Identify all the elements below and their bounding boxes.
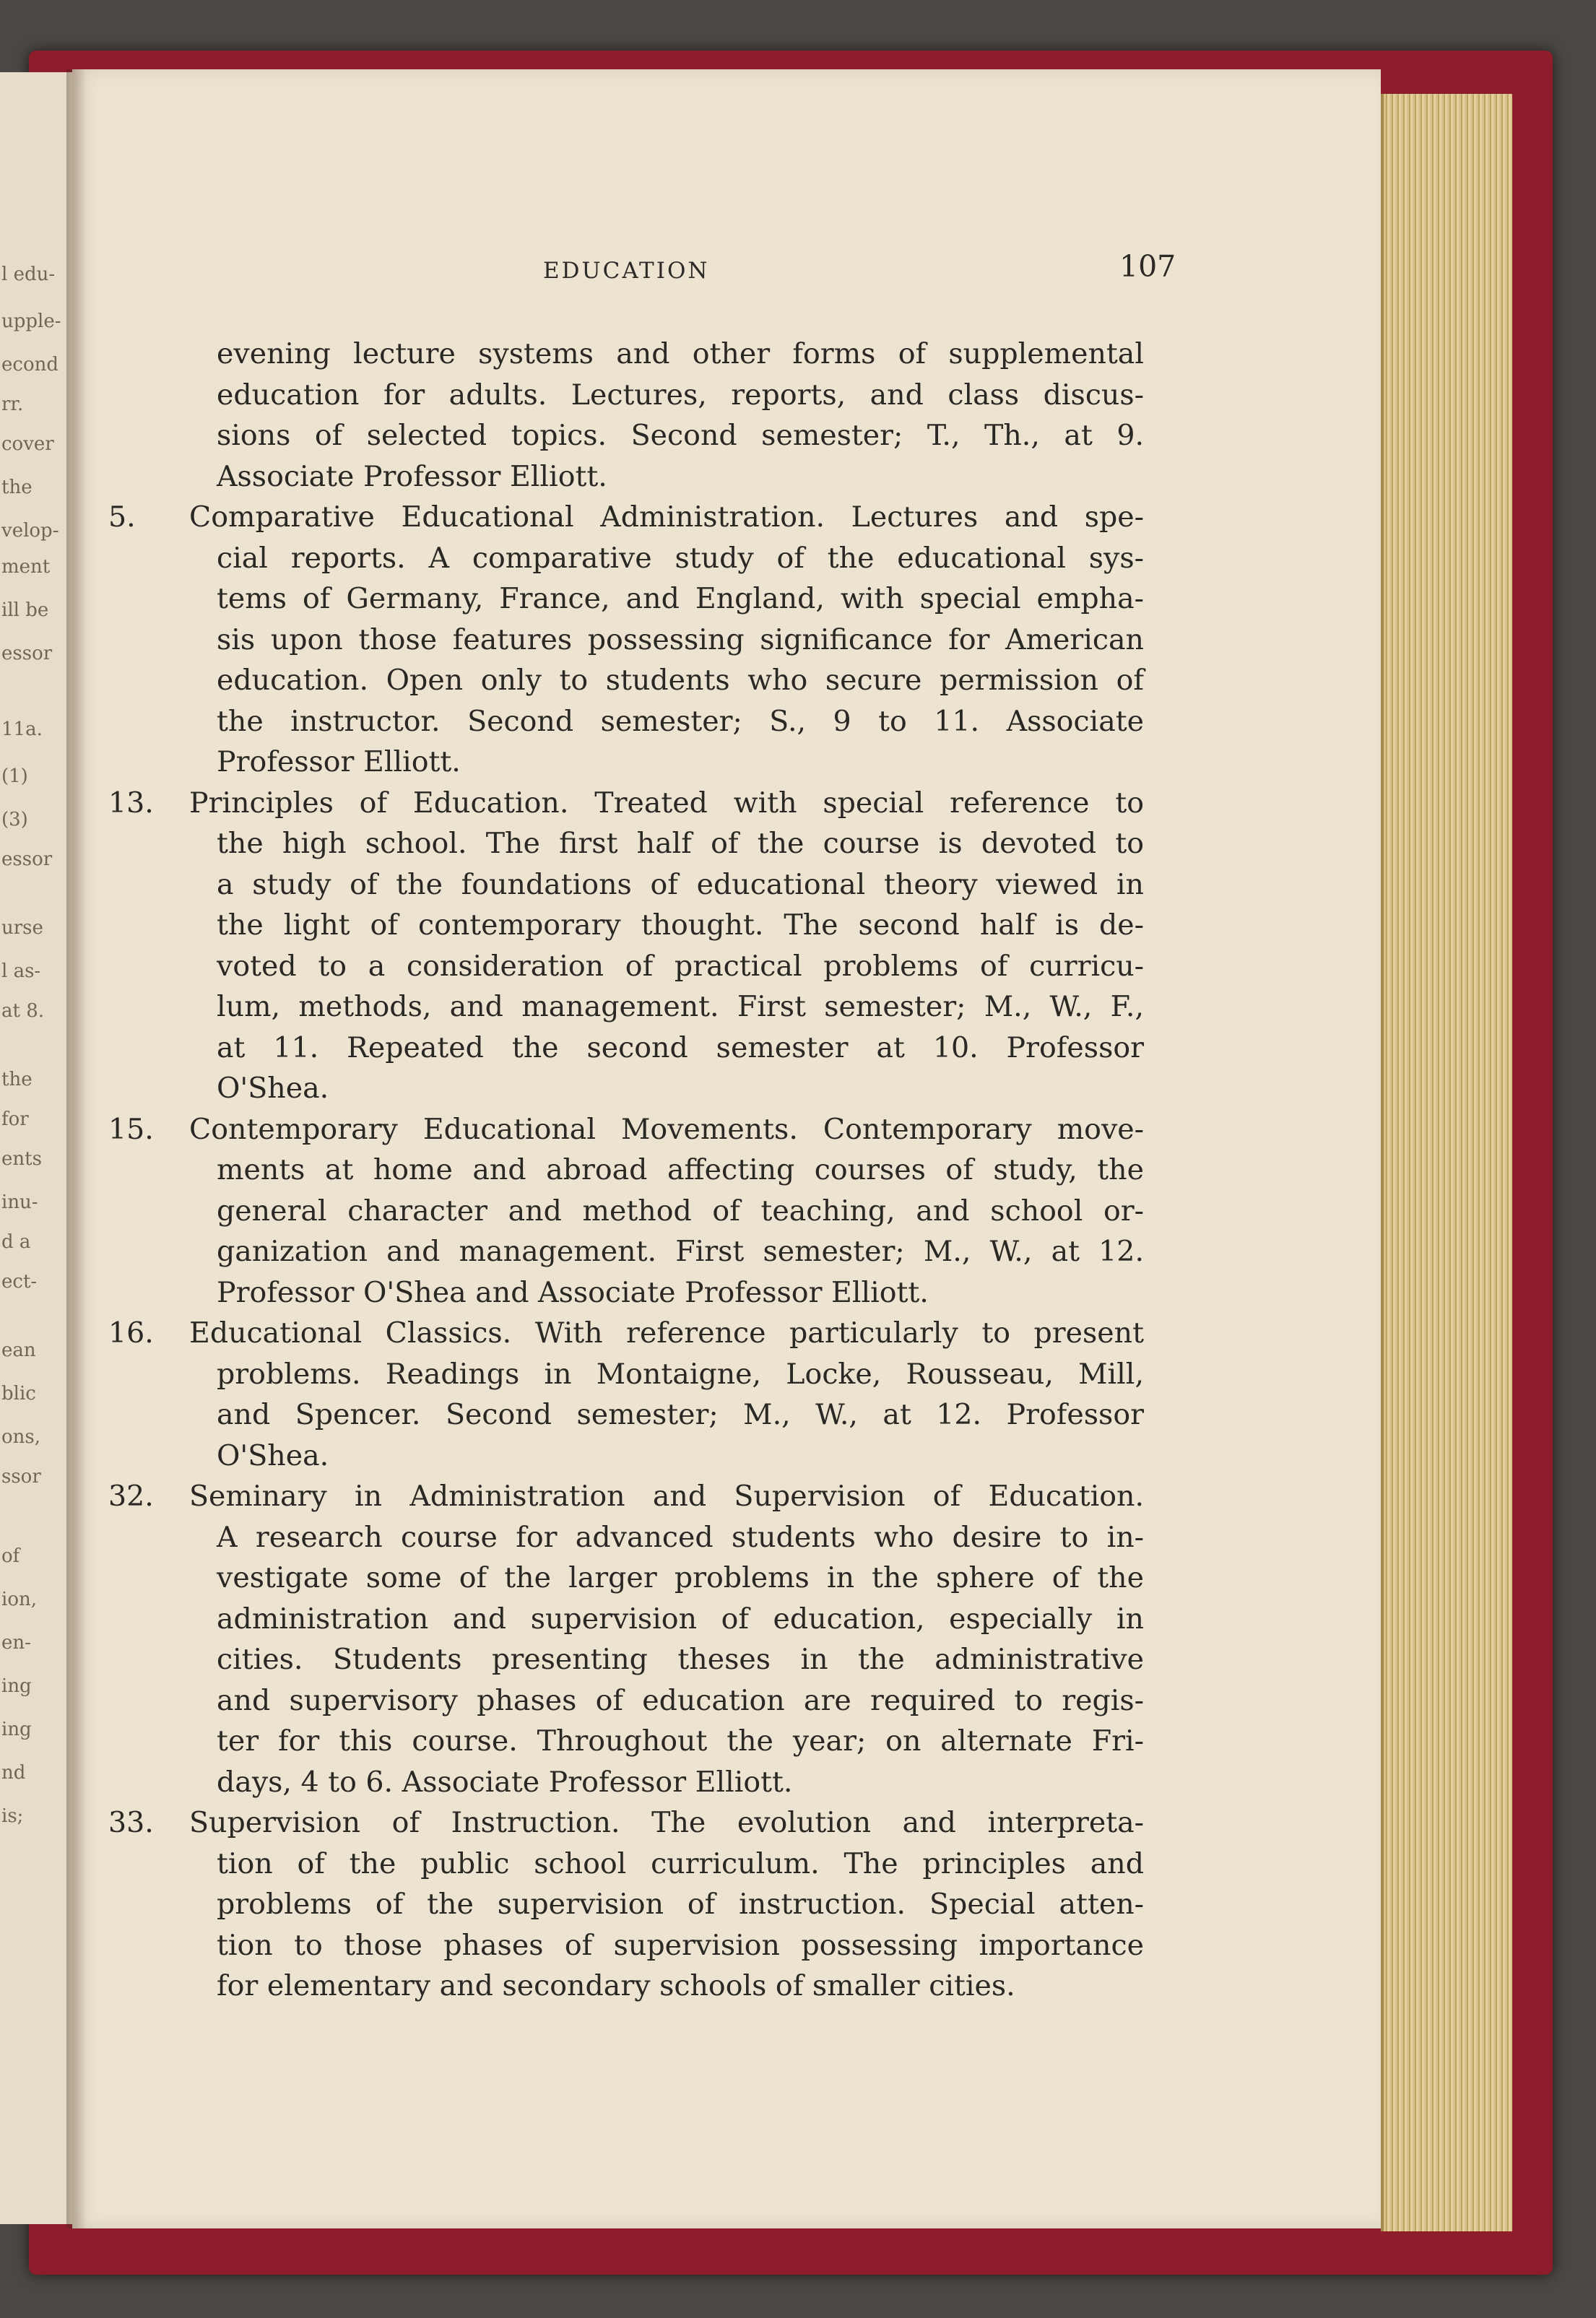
facing-page-fragment: the xyxy=(1,1069,32,1090)
course-text-line: and Spencer. Second semester; M., W., at 12. Professor xyxy=(217,1398,1144,1431)
facing-page-fragment: the xyxy=(1,477,32,498)
course-text-line: administration and supervision of education, especially in xyxy=(217,1602,1144,1636)
facing-page-fragment: upple- xyxy=(1,311,61,332)
facing-page-fragment: essor xyxy=(1,848,53,870)
text-line xyxy=(0,1272,1596,1314)
text-line xyxy=(0,1436,1596,1477)
course-text-line: a study of the foundations of educational theory viewed in xyxy=(217,867,1144,901)
course-text-line: cities. Students presenting theses in the administrative xyxy=(217,1643,1144,1676)
text-line xyxy=(0,497,1596,538)
course-text-line: cial reports. A comparative study of the educational sys- xyxy=(217,541,1144,575)
text-line xyxy=(0,1639,1596,1680)
course-text-line: sis upon those features possessing significance for American xyxy=(217,622,1144,656)
text-line xyxy=(0,986,1596,1028)
text-line xyxy=(0,1925,1596,1966)
course-title-line: Supervision of Instruction. The evolution and interpreta- xyxy=(189,1806,1144,1839)
text-line xyxy=(0,620,1596,661)
facing-page-fragment: cover xyxy=(1,433,54,455)
course-text-line: vestigate some of the larger problems in the sphere of the xyxy=(217,1561,1144,1594)
course-text-line: tems of Germany, France, and England, with special empha- xyxy=(217,582,1144,615)
facing-page-fragment: is; xyxy=(1,1805,24,1827)
facing-page-fragment: (1) xyxy=(1,765,28,787)
facing-page-fragment: ment xyxy=(1,556,51,578)
text-line xyxy=(0,864,1596,906)
facing-page-fragment: nd xyxy=(1,1762,26,1784)
text-line xyxy=(0,660,1596,701)
course-text-line: sions of selected topics. Second semester; T., Th., at 9. xyxy=(217,419,1144,452)
text-line xyxy=(0,1150,1596,1191)
text-line xyxy=(0,1476,1596,1517)
course-text-line: the instructor. Second semester; S., 9 to 11. Associate xyxy=(217,704,1144,738)
facing-page-fragment: ons, xyxy=(1,1426,41,1448)
facing-page-fragment: at 8. xyxy=(1,1000,45,1022)
facing-page-fragment: essor xyxy=(1,643,53,664)
facing-page-fragment: urse xyxy=(1,917,43,939)
course-text-line: A research course for advanced students who desire to in- xyxy=(217,1520,1144,1554)
page-number: 107 xyxy=(1119,249,1176,284)
text-line xyxy=(0,1191,1596,1232)
course-text-line: problems of the supervision of instruction. Special atten- xyxy=(217,1888,1144,1921)
facing-page-fragment: blic xyxy=(1,1383,36,1405)
text-line xyxy=(0,1109,1596,1150)
facing-page-fragment: ing xyxy=(1,1675,32,1697)
course-descriptions xyxy=(0,334,1596,2007)
course-text-line: Professor O'Shea and Associate Professor Elliott. xyxy=(217,1275,929,1309)
text-line xyxy=(0,1394,1596,1436)
facing-page-fragment: rr. xyxy=(1,394,24,415)
course-number: 13. xyxy=(108,786,154,820)
text-line xyxy=(0,1762,1596,1803)
course-text-line: problems. Readings in Montaigne, Locke, Rousseau, Mill, xyxy=(217,1357,1144,1391)
course-text-line: education. Open only to students who secure permission of xyxy=(217,664,1144,697)
running-head: EDUCATION xyxy=(543,258,710,284)
facing-page-fragment: econd xyxy=(1,354,58,376)
text-line xyxy=(0,1680,1596,1722)
course-text-line: and supervisory phases of education are required to regis- xyxy=(217,1683,1144,1717)
facing-page-fragment: of xyxy=(1,1545,20,1567)
text-line xyxy=(0,742,1596,783)
text-line xyxy=(0,1231,1596,1272)
course-title-line: Comparative Educational Administration. Lectures and spe- xyxy=(189,500,1144,534)
text-line xyxy=(0,823,1596,864)
text-line xyxy=(0,783,1596,824)
course-number: 33. xyxy=(108,1806,154,1839)
course-text-line: O'Shea. xyxy=(217,1438,329,1472)
text-line xyxy=(0,1802,1596,1844)
course-text-line: ganization and management. First semester; M., W., at 12. xyxy=(217,1235,1144,1268)
text-line xyxy=(0,578,1596,620)
course-text-line: Professor Elliott. xyxy=(217,745,461,778)
text-line xyxy=(0,415,1596,456)
text-line xyxy=(0,1966,1596,2007)
course-title-line: Contemporary Educational Movements. Contemporary move- xyxy=(189,1112,1144,1146)
text-line xyxy=(0,1599,1596,1640)
course-title-line: Seminary in Administration and Supervision of Education. xyxy=(189,1480,1144,1513)
text-line xyxy=(0,701,1596,742)
course-text-line: the high school. The first half of the course is devoted to xyxy=(217,827,1144,860)
course-text-line: general character and method of teaching, and school or- xyxy=(217,1194,1144,1228)
course-text-line: Associate Professor Elliott. xyxy=(217,459,607,493)
facing-page-fragment: en- xyxy=(1,1632,31,1654)
text-line xyxy=(0,1313,1596,1354)
facing-page-fragment: l edu- xyxy=(1,264,56,285)
facing-page-fragment: velop- xyxy=(1,520,59,542)
facing-page-fragment: for xyxy=(1,1108,29,1130)
facing-page-fragment: l as- xyxy=(1,960,41,982)
course-text-line: O'Shea. xyxy=(217,1072,329,1105)
text-line xyxy=(0,1068,1596,1109)
course-text-line: tion of the public school curriculum. The principles and xyxy=(217,1846,1144,1880)
facing-page-fragment: (3) xyxy=(1,809,28,830)
text-line xyxy=(0,1884,1596,1925)
course-text-line: the light of contemporary thought. The second half is de- xyxy=(217,908,1144,942)
course-number: 5. xyxy=(108,500,136,534)
course-text-line: for elementary and secondary schools of smaller cities. xyxy=(217,1969,1015,2002)
facing-page-fragment: d a xyxy=(1,1231,31,1253)
text-line xyxy=(0,946,1596,987)
facing-page-fragment: ents xyxy=(1,1148,42,1170)
course-text-line: days, 4 to 6. Associate Professor Elliott. xyxy=(217,1765,793,1799)
page-header xyxy=(0,249,1596,292)
facing-page-fragment: ect- xyxy=(1,1271,38,1293)
course-text-line: education for adults. Lectures, reports, and class discus- xyxy=(217,378,1144,412)
text-line xyxy=(0,1721,1596,1762)
course-text-line: ments at home and abroad affecting courses of study, the xyxy=(217,1153,1144,1186)
course-text-line: evening lecture systems and other forms of supplemental xyxy=(217,337,1144,370)
course-text-line: ter for this course. Throughout the year; on alternate Fri- xyxy=(217,1724,1144,1758)
course-number: 15. xyxy=(108,1112,154,1146)
course-title-line: Principles of Education. Treated with special reference to xyxy=(189,786,1144,820)
facing-page-fragment: ean xyxy=(1,1340,36,1361)
text-line xyxy=(0,1844,1596,1885)
text-line xyxy=(0,538,1596,579)
course-text-line: lum, methods, and management. First semester; M., W., F., xyxy=(217,990,1144,1023)
course-title-line: Educational Classics. With reference particularly to present xyxy=(189,1316,1144,1350)
course-number: 16. xyxy=(108,1316,154,1350)
facing-page-fragment: ssor xyxy=(1,1466,41,1488)
facing-page-fragment: 11a. xyxy=(1,719,43,740)
text-line xyxy=(0,456,1596,498)
facing-page-fragment: ing xyxy=(1,1719,32,1740)
text-line xyxy=(0,334,1596,375)
facing-page-fragment: inu- xyxy=(1,1191,38,1213)
text-line xyxy=(0,375,1596,416)
text-line xyxy=(0,1517,1596,1558)
course-text-line: voted to a consideration of practical problems of curricu- xyxy=(217,949,1144,983)
facing-page-fragment: ill be xyxy=(1,599,49,621)
text-line xyxy=(0,1028,1596,1069)
facing-page-fragment: ion, xyxy=(1,1589,37,1610)
course-text-line: at 11. Repeated the second semester at 10. Professor xyxy=(217,1030,1144,1064)
text-line xyxy=(0,905,1596,946)
course-number: 32. xyxy=(108,1480,154,1513)
course-text-line: tion to those phases of supervision possessing importance xyxy=(217,1928,1144,1962)
text-line xyxy=(0,1354,1596,1395)
text-line xyxy=(0,1558,1596,1599)
